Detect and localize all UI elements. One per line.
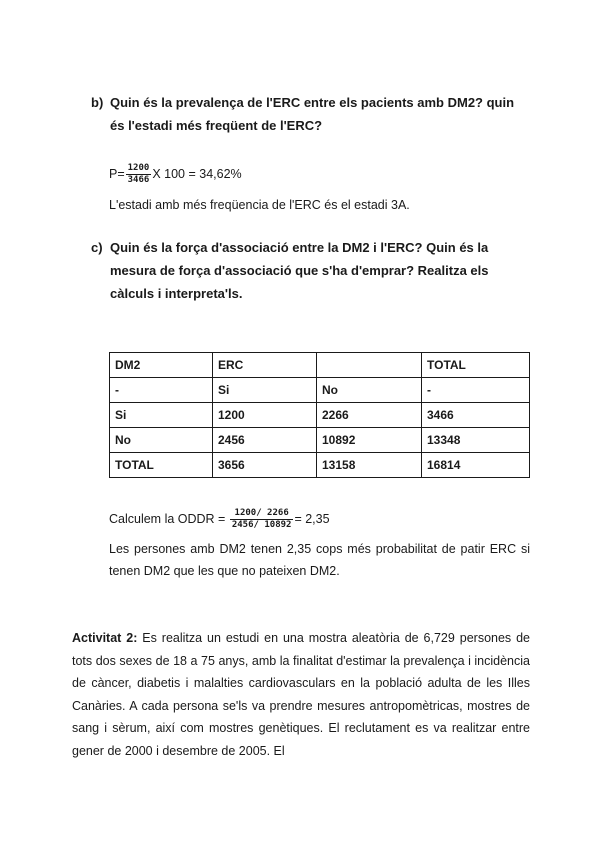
table-cell: 2456 — [213, 428, 317, 453]
oddr-denominator: 2456/ 10892 — [231, 520, 292, 530]
oddr-fraction — [230, 508, 294, 531]
table-cell: 3466 — [422, 403, 530, 428]
table-cell: 1200 — [213, 403, 317, 428]
table-cell: No — [110, 428, 213, 453]
table-cell: - — [110, 378, 213, 403]
question-c-label: c) — [91, 240, 103, 255]
answer-b: L'estadi amb més freqüencia de l'ERC és el estadi 3A. — [109, 198, 410, 212]
prevalence-denominator: 3466 — [127, 175, 150, 185]
contingency-table — [109, 352, 530, 478]
table-cell: TOTAL — [110, 453, 213, 478]
table-row — [110, 453, 530, 478]
prevalence-suffix: X 100 = 34,62% — [152, 166, 242, 181]
table-cell: No — [317, 378, 422, 403]
table-row — [110, 378, 530, 403]
table-cell: ERC — [213, 353, 317, 378]
interpretation-text: Les persones amb DM2 tenen 2,35 cops més probabilitat de patir ERC si tenen DM2 que les que no pateixen DM2. — [109, 542, 530, 578]
table-cell: TOTAL — [422, 353, 530, 378]
question-b-text: Quin és la prevalença de l'ERC entre els pacients amb DM2? quin és l'estadi més freqüent de l'ERC? — [110, 95, 515, 133]
table-cell: 10892 — [317, 428, 422, 453]
prevalence-fraction — [126, 163, 152, 186]
table-cell — [317, 353, 422, 378]
question-c — [91, 236, 531, 305]
table-cell: 13158 — [317, 453, 422, 478]
table-row — [110, 403, 530, 428]
table-cell: 3656 — [213, 453, 317, 478]
table-cell: Si — [110, 403, 213, 428]
table-cell: Si — [213, 378, 317, 403]
prevalence-formula — [109, 163, 242, 186]
table-row — [110, 428, 530, 453]
question-b-label: b) — [91, 95, 104, 110]
table-cell: - — [422, 378, 530, 403]
table-row — [110, 353, 530, 378]
table-cell: 16814 — [422, 453, 530, 478]
oddr-suffix: = 2,35 — [294, 511, 330, 526]
prevalence-prefix: P= — [109, 166, 125, 181]
oddr-prefix: Calculem la ODDR = — [109, 511, 226, 526]
activity-text: Es realitza un estudi en una mostra aleatòria de 6,729 persones de tots dos sexes de 18 a 75 anys, amb la finalitat d'estimar la prevalença i incidència de càncer, diabetis i malalties cardiovasculars en la població adulta de les Illes Canàries. A cada persona se'ls va prendre mesures antropomètricas, mostres de sang i sèrum, així com mostres genètiques. El reclutament es va realitzar entre gener de 2000 i desembre de 2005. El — [72, 631, 531, 758]
table-cell: 13348 — [422, 428, 530, 453]
prevalence-numerator: 1200 — [127, 163, 150, 173]
question-b — [91, 91, 531, 137]
table-cell: 2266 — [317, 403, 422, 428]
activity-2 — [72, 627, 530, 762]
activity-title: Activitat 2: — [72, 631, 138, 645]
table-cell: DM2 — [110, 353, 213, 378]
oddr-formula — [109, 508, 330, 531]
question-c-text: Quin és la força d'associació entre la DM2 i l'ERC? Quin és la mesura de força d'associació que s'ha d'emprar? Realitza els càlculs i interpreta'ls. — [110, 240, 489, 301]
oddr-numerator: 1200/ 2266 — [230, 508, 294, 520]
